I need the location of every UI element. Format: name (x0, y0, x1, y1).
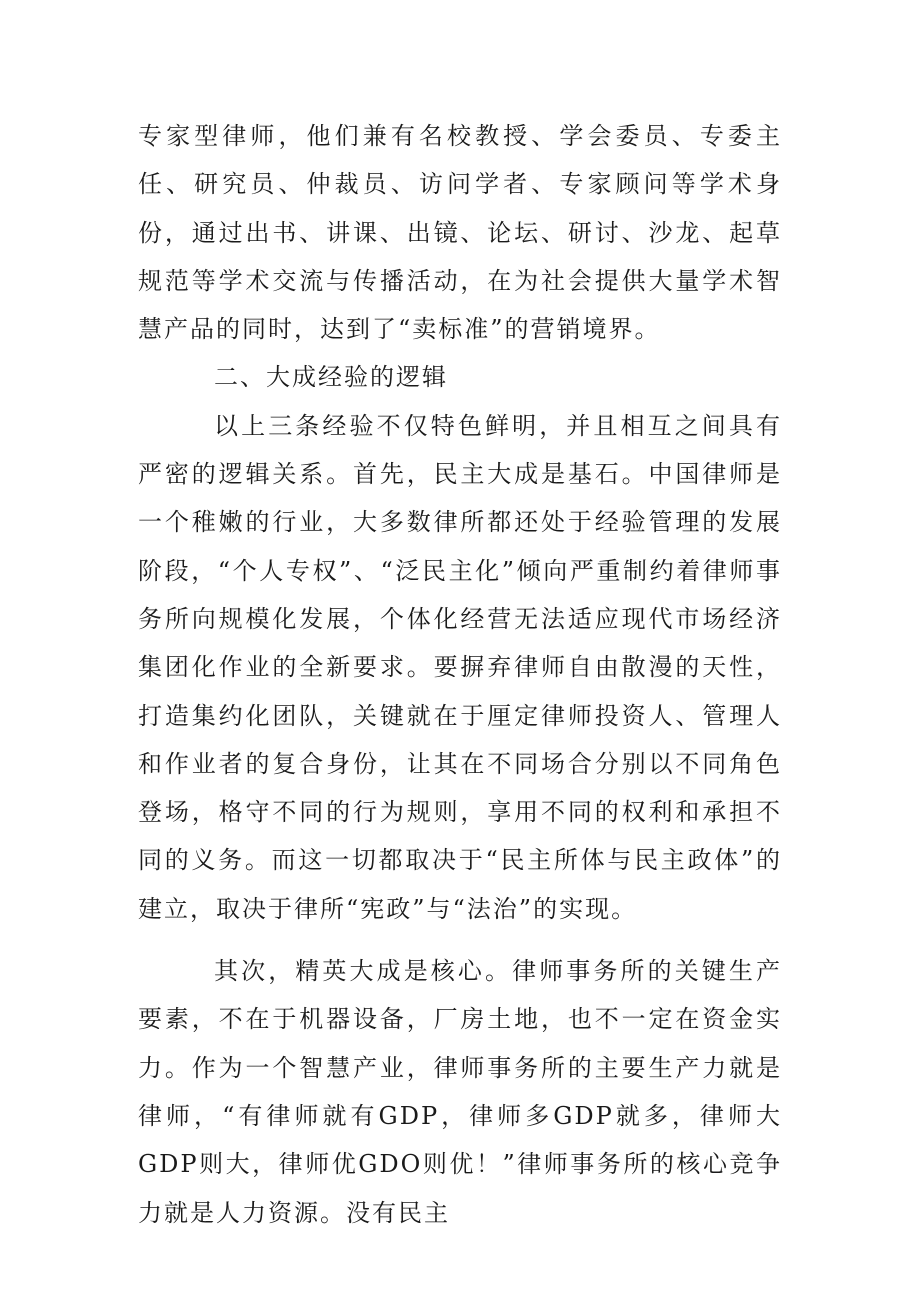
paragraph-logic: 以上三条经验不仅特色鲜明，并且相互之间具有严密的逻辑关系。首先，民主大成是基石。中国律师是一个稚嫩的行业，大多数律所都还处于经验管理的发展阶段，“个人专权”、“泛民主化”倾向严重制约着律师事务所向规模化发展，个体化经营无法适应现代市场经济集团化作业的全新要求。要摒弃律师自由散漫的天性，打造集约化团队，关键就在于厘定律师投资人、管理人和作业者的复合身份，让其在不同场合分别以不同角色登场，格守不同的行为规则，享用不同的权利和承担不同的义务。而这一切都取决于“民主所体与民主政体”的建立，取决于律所“宪政”与“法治”的实现。 (138, 411, 782, 923)
section-heading: 二、大成经验的逻辑 (214, 363, 448, 392)
paragraph-spacer (138, 933, 782, 947)
paragraph-continuation: 专家型律师，他们兼有名校教授、学会委员、专委主任、研究员、仲裁员、访问学者、专家顾问等学术身份，通过出书、讲课、出镜、论坛、研讨、沙龙、起草规范等学术交流与传播活动，在为社会提供大量学术智慧产品的同时，达到了“卖标准”的营销境界。 (138, 122, 782, 344)
document-body (138, 112, 782, 1237)
paragraph-elite: 其次，精英大成是核心。律师事务所的关键生产要素，不在于机器设备，厂房土地，也不一定在资金实力。作为一个智慧产业，律师事务所的主要生产力就是律师，“有律师就有GDP，律师多GDP就多，律师大GDP则大，律师优GDO则优！”律师事务所的核心竞争力就是人力资源。没有民主 (138, 957, 782, 1227)
